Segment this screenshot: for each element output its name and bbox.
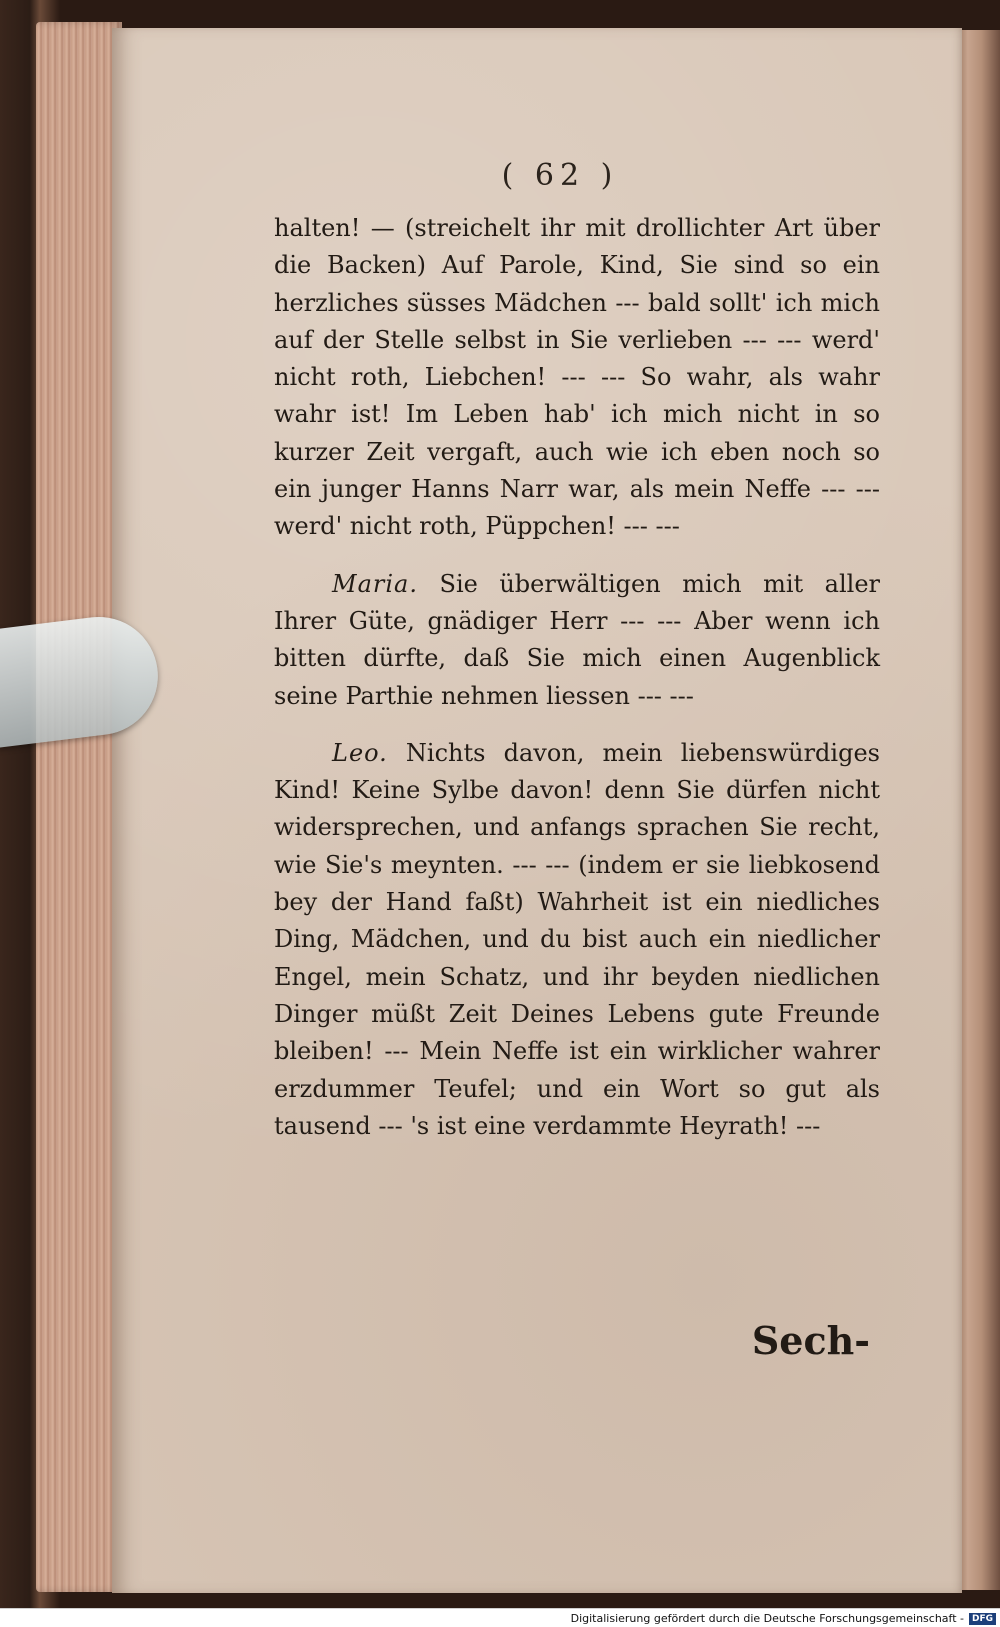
paragraph-2-text: Sie überwältigen mich mit aller Ihrer Güte, gnädiger Herr --- --- Aber wenn ich bitten dürfte, daß Sie mich einen Augenblick seine Parthie nehmen liessen --- ---	[274, 569, 880, 710]
page-number: ( 62 )	[501, 158, 619, 193]
speaker-leo: Leo.	[332, 738, 388, 767]
book-page-edges	[36, 22, 122, 1592]
paragraph-1	[274, 210, 880, 546]
paragraph-3-text: Nichts davon, mein liebenswürdiges Kind! Keine Sylbe davon! denn Sie dürfen nicht widersprechen, und anfangs sprachen Sie recht, wie Sie's meynten. --- --- (indem er sie liebkosend bey der Hand faßt) Wahrheit ist ein niedliches Ding, Mädchen, und du bist auch ein niedlicher Engel, mein Schatz, und ihr beyden niedlichen Dinger müßt Zeit Deines Lebens gute Freunde bleiben! --- Mein Neffe ist ein wirklicher wahrer erzdummer Teufel; und ein Wort so gut als tausend --- 's ist eine verdammte Heyrath! ---	[274, 738, 880, 1140]
paragraph-1-text: halten! — (streichelt ihr mit drollichter Art über die Backen) Auf Parole, Kind, Sie sind so ein herzliches süsses Mädchen --- bald sollt' ich mich auf der Stelle selbst in Sie verlieben --- --- werd' nicht roth, Liebchen! --- --- So wahr, als wahr wahr ist! Im Leben hab' ich mich nicht in so kurzer Zeit vergaft, auch wie ich eben noch so ein junger Hanns Narr war, als mein Neffe --- --- werd' nicht roth, Püppchen! --- ---	[274, 214, 880, 541]
body-text	[274, 210, 880, 1165]
dfg-logo: DFG	[969, 1613, 996, 1625]
paragraph-3	[274, 735, 880, 1145]
footer-credit: Digitalisierung gefördert durch die Deutsche Forschungsgemeinschaft -	[570, 1612, 964, 1625]
catchword: Sech-	[751, 1318, 870, 1363]
paragraph-2	[274, 566, 880, 715]
footer-bar	[0, 1608, 1000, 1627]
speaker-maria: Maria.	[332, 569, 418, 598]
